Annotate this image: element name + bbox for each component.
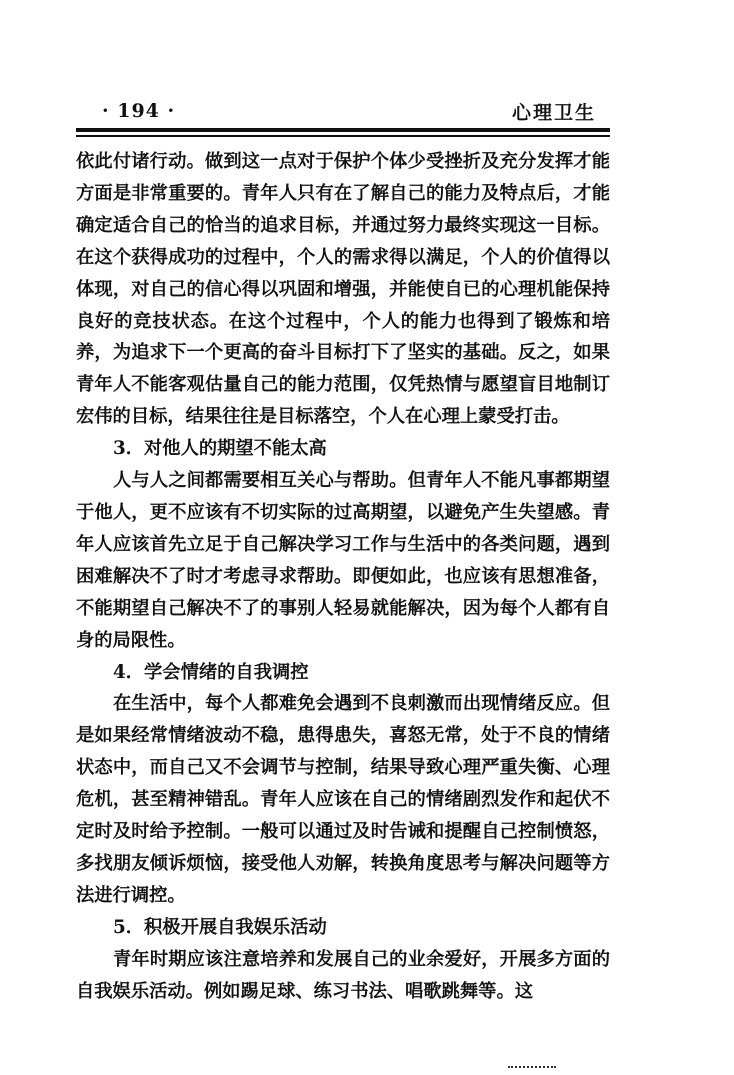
section-heading-3: 3．对他人的期望不能太高 [113,438,327,460]
running-title: 心理卫生 [511,102,596,124]
header-rule-thick [76,128,610,132]
footer-scan-mark [508,1066,556,1074]
page-number: · 194 · [102,100,176,122]
section-heading-5: 5．积极开展自我娱乐活动 [113,916,327,938]
paragraph-recreation: 青年时期应该注意培养和发展自己的业余爱好，开展多方面的自我娱乐活动。例如踢足球、练习书法、唱歌跳舞等。这 [76,948,610,1002]
body-text [76,146,610,1007]
section-heading-4: 4．学会情绪的自我调控 [113,661,309,683]
paragraph-emotion-control: 在生活中，每个人都难免会遇到不良刺激而出现情绪反应。但是如果经常情绪波动不稳，患得患失，喜怒无常，处于不良的情绪状态中，而自己又不会调节与控制，结果导致心理严重失衡、心理危机，甚至精神错乱。青年人应该在自己的情绪剧烈发作和起伏不定时及时给予控制。一般可以通过及时告诫和提醒自己控制愤怒，多找朋友倾诉烦恼，接受他人劝解，转换角度思考与解决问题等方法进行调控。 [76,693,610,906]
page-header [76,98,610,124]
paragraph-continued: 依此付诸行动。做到这一点对于保护个体少受挫折及充分发挥才能方面是非常重要的。青年人只有在了解自己的能力及特点后，才能确定适合自己的恰当的追求目标，并通过努力最终实现这一目标。在这个获得成功的过程中，个人的需求得以满足，个人的价值得以体现，对自己的信心得以巩固和增强，并能使自已的心理机能保持良好的竞技状态。在这个过程中，个人的能力也得到了锻炼和培养，为追求下一个更高的奋斗目标打下了坚实的基础。反之，如果青年人不能客观估量自己的能力范围，仅凭热情与愿望盲目地制订宏伟的目标，结果往往是目标落空，个人在心理上蒙受打击。 [76,151,610,428]
header-rule-thin [76,135,610,137]
paragraph-expectations: 人与人之间都需要相互关心与帮助。但青年人不能凡事都期望于他人，更不应该有不切实际的过高期望，以避免产生失望感。青年人应该首先立足于自己解决学习工作与生活中的各类问题，遇到困难解决不了时才考虑寻求帮助。即便如此，也应该有思想准备，不能期望自己解决不了的事别人轻易就能解决，因为每个人都有自身的局限性。 [76,470,610,651]
